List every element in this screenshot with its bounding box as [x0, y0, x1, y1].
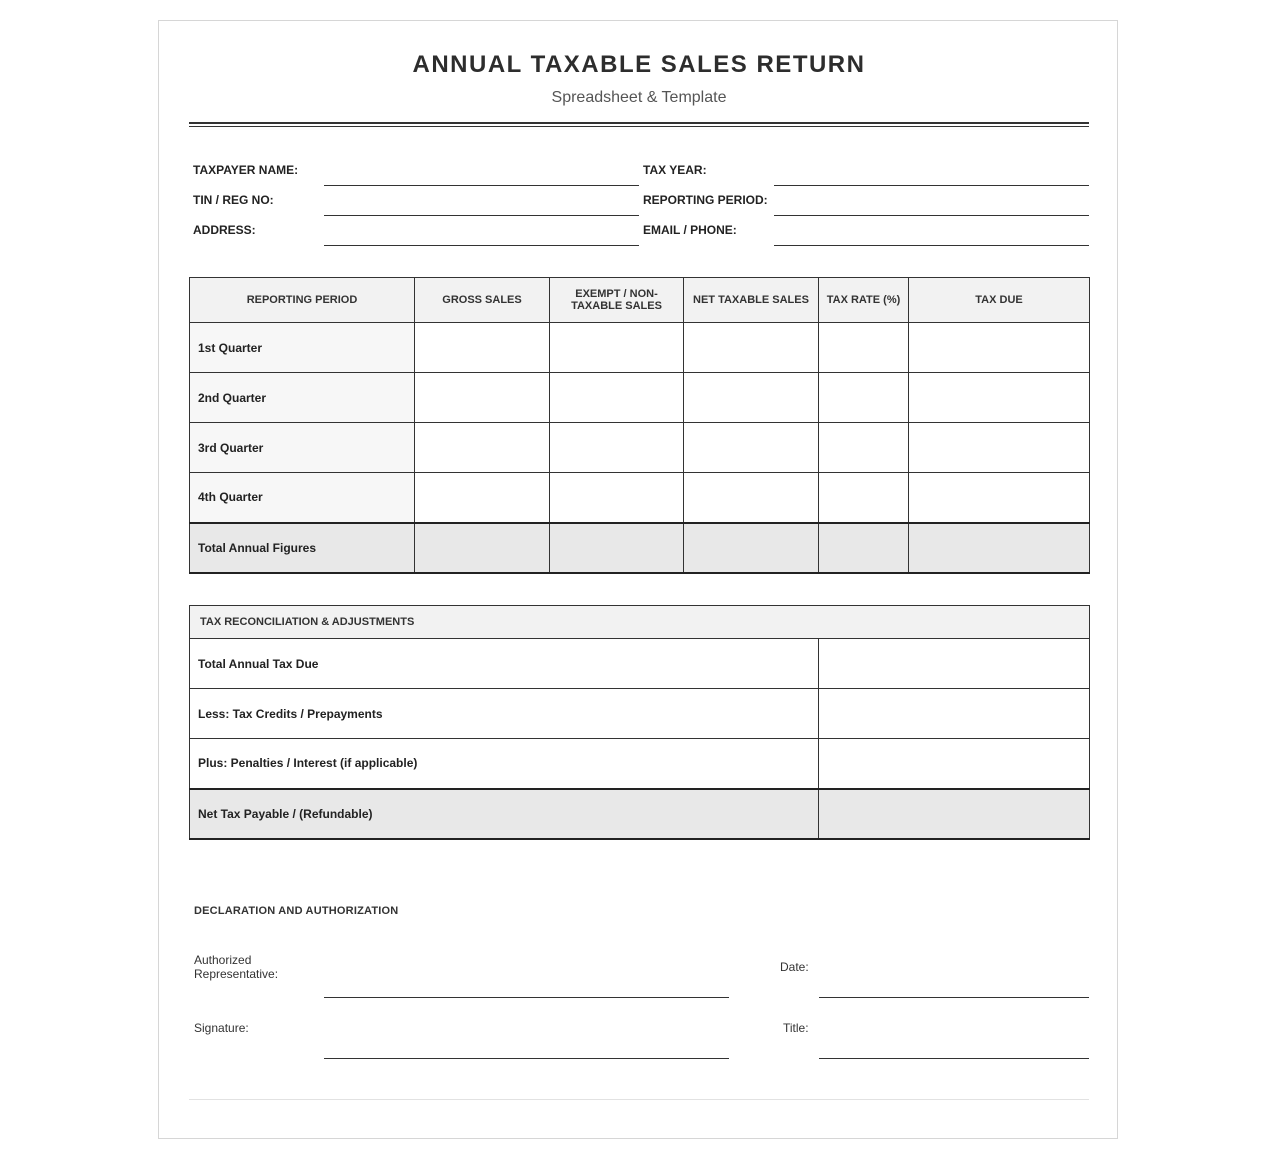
col-exempt-sales-label: EXEMPT / NON-TAXABLE SALES: [571, 288, 662, 312]
signature-label: Signature:: [194, 1021, 249, 1035]
col-gross-sales: GROSS SALES: [415, 278, 550, 323]
row-label: 4th Quarter: [190, 473, 415, 523]
tin-label: TIN / REG NO:: [193, 193, 274, 207]
reporting-period-label: REPORTING PERIOD:: [643, 193, 768, 207]
col-net-taxable-sales: NET TAXABLE SALES: [684, 278, 819, 323]
address-label: ADDRESS:: [193, 223, 256, 237]
row-label: 1st Quarter: [190, 323, 415, 373]
row-label: Plus: Penalties / Interest (if applicable): [190, 739, 819, 789]
date-label: Date:: [780, 960, 809, 974]
row-label: 3rd Quarter: [190, 423, 415, 473]
total-row-label: Total Annual Figures: [190, 523, 415, 573]
declaration-title: DECLARATION AND AUTHORIZATION: [194, 905, 399, 917]
declaration-section: [189, 21, 1089, 1081]
authorized-rep-label: Authorized Representative:: [194, 953, 279, 981]
tax-year-label: TAX YEAR:: [643, 163, 707, 177]
title-label: Title:: [783, 1021, 809, 1035]
taxpayer-name-label: TAXPAYER NAME:: [193, 163, 299, 177]
signature-field[interactable]: [324, 1058, 729, 1059]
footer-divider: [189, 1099, 1089, 1100]
title-field[interactable]: [819, 1058, 1089, 1059]
page-title: ANNUAL TAXABLE SALES RETURN: [412, 51, 866, 78]
authorized-rep-field[interactable]: [324, 997, 729, 998]
email-phone-label: EMAIL / PHONE:: [643, 223, 737, 237]
date-field[interactable]: [819, 997, 1089, 998]
form-page: [158, 20, 1118, 1139]
page-subtitle: Spreadsheet & Template: [551, 89, 727, 106]
col-tax-rate: TAX RATE (%): [819, 278, 909, 323]
col-tax-due: TAX DUE: [909, 278, 1090, 323]
row-label: Less: Tax Credits / Prepayments: [190, 689, 819, 739]
reconciliation-title: TAX RECONCILIATION & ADJUSTMENTS: [190, 606, 1090, 639]
net-tax-label: Net Tax Payable / (Refundable): [190, 789, 819, 839]
row-label: Total Annual Tax Due: [190, 639, 819, 689]
col-reporting-period: REPORTING PERIOD: [190, 278, 415, 323]
row-label: 2nd Quarter: [190, 373, 415, 423]
